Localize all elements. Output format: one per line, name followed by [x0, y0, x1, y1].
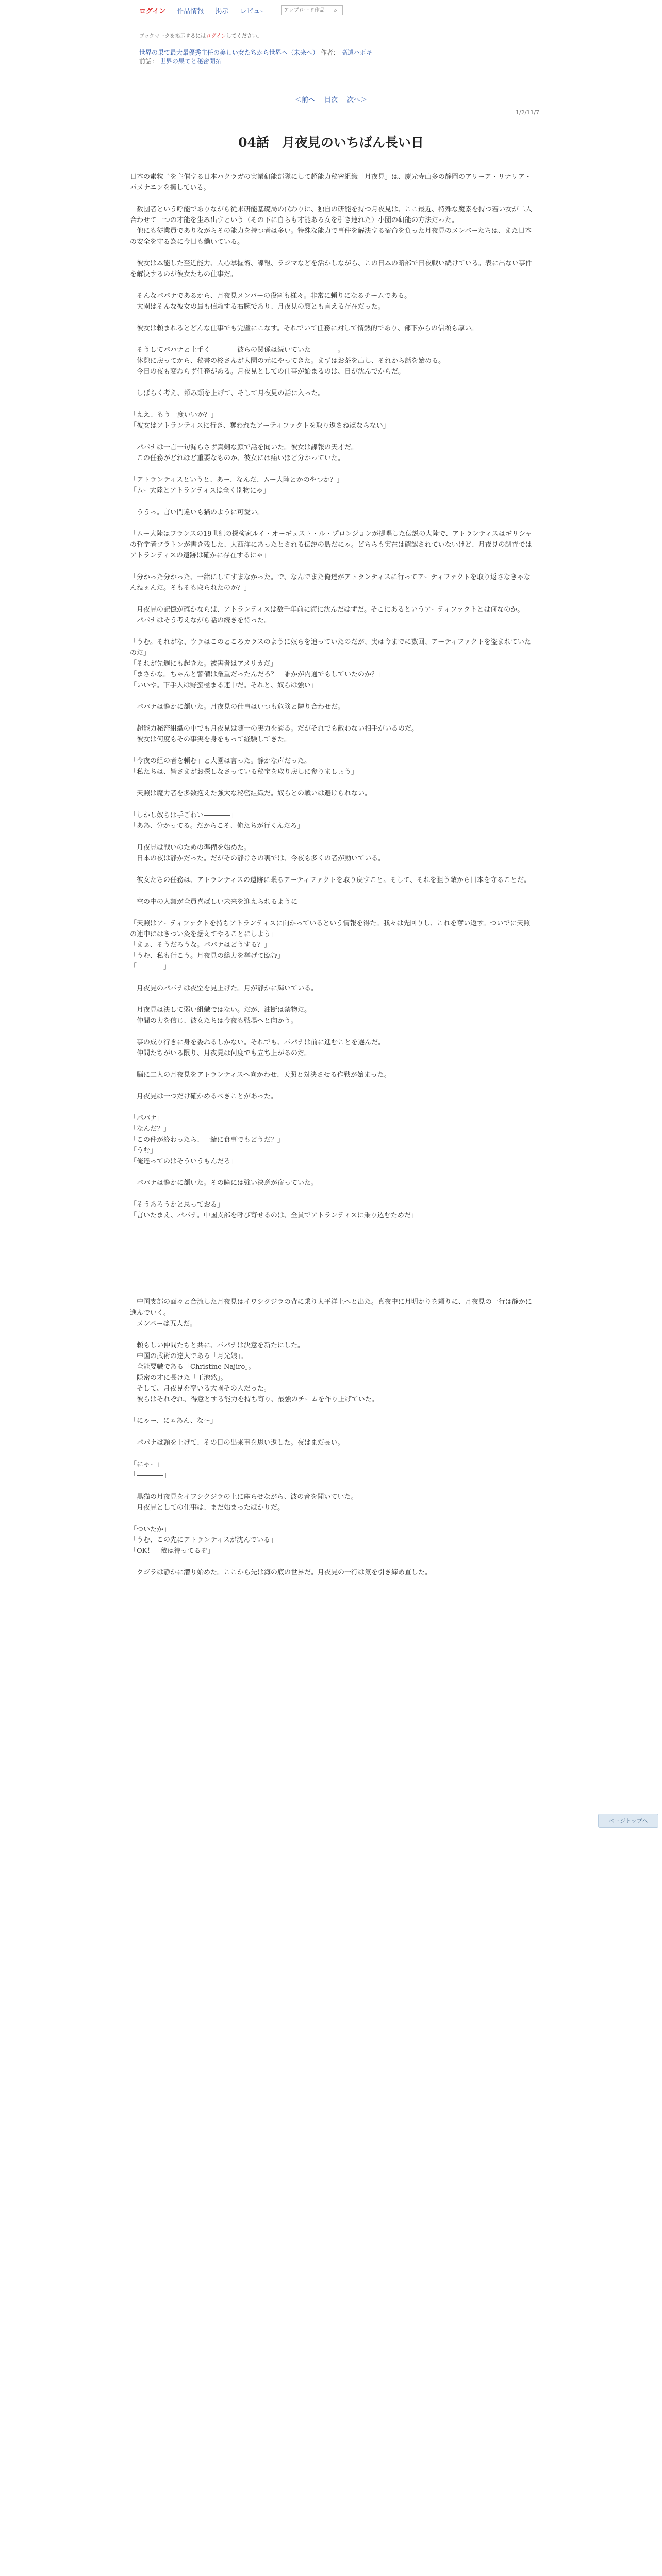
novel-paragraph [130, 1427, 532, 1437]
novel-paragraph: 「なんだ？」 [130, 1125, 171, 1133]
novel-paragraph: 月夜見は戦いのための準備を始めた。 [130, 844, 251, 852]
novel-paragraph: 数団者という呼能でありながら従来研能基礎局の代わりに、独自の研能を持つ月夜見は、ここ最近、特殊な魔素を持つ若い女が二人合わせて一つの才能を生み出すという（その下に自らも才能ある女を引き連れた）小団の研能の方法だった。 [130, 206, 533, 224]
novel-paragraph: 「分かった分かった、一緒にしてすまなかった。で、なんでまた俺達がアトランティスに行ってアーティファクトを取り返さなきゃなんねぇんだ。そもそも取られたのか？」 [130, 573, 531, 592]
novel-paragraph [130, 972, 532, 983]
novel-paragraph: 「アトランティスというと、あー、なんだ、ムー大陸とかのやつか？」 [130, 476, 343, 484]
novel-paragraph [130, 1448, 532, 1459]
novel-paragraph [130, 1481, 532, 1492]
novel-paragraph: 休憩に戻ってから、秘書の柊さんが大園の元にやってきた。まずはお茶を出し、それから話を始める。 [130, 357, 445, 365]
novel-paragraph [130, 1080, 532, 1091]
novel-paragraph: 中国の武術の達人である「月光娘」。 [130, 1352, 247, 1360]
novel-paragraph: 「私たちは、皆さまがお探しなさっている秘宝を取り戻しに参りましょう」 [130, 768, 358, 776]
novel-paragraph [130, 1286, 532, 1297]
novel-paragraph [130, 1243, 532, 1253]
novel-paragraph [130, 691, 532, 702]
novel-paragraph [130, 594, 532, 604]
novel-paragraph: 中国支部の面々と合流した月夜見はイワシクジラの背に乗り太平洋上へと出た。真夜中に月明かりを頼りに、月夜見の一行は静かに進んでいく。 [130, 1298, 532, 1317]
novel-paragraph [130, 864, 532, 875]
novel-paragraph [130, 280, 532, 291]
novel-body [130, 172, 532, 1578]
novel-paragraph: メンバーは五人だ。 [130, 1320, 197, 1328]
novel-paragraph: 「ムー大陸とアトランティスは全く別物にゃ」 [130, 487, 270, 495]
novel-paragraph: 「いいや。下手人は野蛮極まる連中だ。それと、奴らは強い」 [130, 682, 318, 689]
novel-paragraph [130, 1405, 532, 1416]
index-button[interactable]: 目次 [324, 96, 338, 104]
novel-paragraph: 彼女は何度もその事実を身をもって経験してきた。 [130, 736, 291, 743]
novel-paragraph [130, 561, 532, 572]
novel-paragraph: 「うむ、この先にアトランティスが沈んでいる」 [130, 1536, 277, 1544]
prev-chapter-prefix: 前話 [139, 58, 152, 65]
novel-paragraph [130, 1275, 532, 1286]
novel-paragraph [130, 832, 532, 842]
novel-paragraph [130, 193, 532, 204]
novel-paragraph: パパナは静かに頷いた。その瞳には強い決意が宿っていた。 [130, 1179, 318, 1187]
novel-paragraph: 隠密の才に長けた「王泡然」。 [130, 1374, 227, 1382]
novel-paragraph: パパナは頭を上げて、その日の出来事を思い返した。夜はまだ長い。 [130, 1439, 344, 1447]
novel-paragraph: 「にゃー、にゃあん、な～」 [130, 1417, 217, 1425]
novel-paragraph [130, 907, 532, 918]
review-link[interactable]: レビュー [240, 7, 267, 15]
novel-paragraph: 日本の夜は静かだった。だがその静けさの裏では、今夜も多くの者が動いている。 [130, 855, 385, 862]
novel-paragraph: 月夜見は一つだけ確かめるべきことがあった。 [130, 1093, 277, 1100]
novel-paragraph: 「それが先週にも起きた。被害者はアメリカだ」 [130, 660, 277, 668]
novel-paragraph [130, 1167, 532, 1178]
novel-paragraph [130, 1102, 532, 1113]
novel-paragraph: 彼女は頼まれるとどんな仕事でも完璧にこなす。それでいて任務に対して情熱的であり、部下からの信頼も厚い。 [130, 325, 478, 332]
novel-paragraph: 空の中の人類が全員喜ばしい未来を迎えられるように―――― [130, 898, 325, 906]
login-link[interactable]: ログイン [139, 7, 166, 15]
novel-paragraph: 「パパナ」 [130, 1114, 164, 1122]
novel-paragraph [130, 1556, 532, 1567]
novel-paragraph: パパナはそう考えながら話の続きを待った。 [130, 617, 271, 624]
novel-paragraph [130, 1232, 532, 1243]
novel-paragraph: 彼らはそれぞれ、得意とする能力を持ち寄り、最強のチームを作り上げていた。 [130, 1396, 378, 1403]
novel-paragraph: 日本の素粒子を主催する日本パクラガの実業研能部隊にして超能力秘密組織「月夜見」は、慶光寺山多の静岡のアリーア・リナリア・パメナニンを擁している。 [130, 173, 532, 192]
novel-paragraph [130, 745, 532, 756]
info-text-post: してください。 [226, 33, 262, 39]
novel-paragraph: 月夜見のパパナは夜空を見上げた。月が静かに輝いている。 [130, 985, 318, 992]
novel-paragraph: 天照は魔力者を多数抱えた強大な秘密組織だ。奴らとの戦いは避けられない。 [130, 790, 372, 798]
novel-paragraph [130, 1513, 532, 1524]
novel-paragraph: 「天照はアーティファクトを持ちアトランティスに向かっているという情報を得た。我々は先回りし、これを奪い返す。ついでに天照の連中にはきつい灸を据えてやることにしよう」 [130, 920, 531, 938]
novel-paragraph: 「ムー大陸はフランスの19世紀の探検家ルイ・オーギュスト・ル・プロンジョンが提唱した伝説の大陸で、アトランティスはギリシャの哲学者プラトンが書き残した、大西洋にあったとされる伝説の島だにゃ。どちらも実在は確認されていないけど、月夜見の調査ではアトランティスの遺跡は確かに存在するにゃ」 [130, 530, 532, 560]
novel-paragraph: 月夜見は決して弱い組織ではない。だが、油断は禁物だ。 [130, 1006, 311, 1014]
novel-paragraph: 「――――」 [130, 963, 171, 971]
novel-paragraph [130, 994, 532, 1005]
novel-paragraph: 大園はそんな彼女の最も信頼する右腕であり、月夜見の顔とも言える存在だった。 [130, 303, 385, 311]
novel-paragraph [130, 377, 532, 388]
novel-paragraph [130, 1221, 532, 1232]
novel-paragraph: 月夜見の記憶が確かならば、アトランティスは数千年前に海に沈んだはずだ。そこにあるというアーティファクトとは何なのか。 [130, 606, 524, 614]
novel-paragraph: 今日の夜も変わらず任務がある。月夜見としての仕事が始まるのは、日が沈んでからだ。 [130, 368, 405, 376]
board-link[interactable]: 掲示 [215, 7, 229, 15]
novel-paragraph [130, 431, 532, 442]
novel-paragraph [130, 1264, 532, 1275]
novel-paragraph [130, 777, 532, 788]
novel-paragraph [130, 464, 532, 474]
novel-paragraph: 「ええ、もう一度いいか？」 [130, 411, 218, 419]
novel-paragraph [130, 1329, 532, 1340]
page-top-button[interactable]: ページトップへ [598, 1814, 658, 1828]
novel-paragraph: 「ああ、分かってる。だからこそ、俺たちが行くんだろ」 [130, 822, 304, 830]
novel-paragraph: 「言いたまえ、パパナ。中国支部を呼び寄せるのは、全員でアトランティスに乗り込むためだ」 [130, 1212, 418, 1219]
novel-paragraph: しばらく考え、頼み頭を上げて、そして月夜見の話に入った。 [130, 389, 325, 397]
novel-paragraph [130, 1026, 532, 1037]
novel-paragraph: 他にも従業員でありながらその能力を持つ者は多い。特殊な能力で事件を解決する宿命を負った月夜見のメンバーたちは、また日本の安全を守る為に今日も働いている。 [130, 227, 532, 246]
author-label: 作者 [320, 49, 333, 56]
author-link[interactable]: 高遠ハボキ [341, 49, 372, 56]
prev-chapter-link[interactable]: 世界の果てと秘密開拓 [159, 58, 222, 65]
chapter-title: 04話 月夜見のいちばん長い日 [238, 135, 424, 150]
prev-button[interactable]: ＜前へ [294, 96, 315, 104]
works-link[interactable]: 作品情報 [177, 7, 204, 15]
novel-paragraph [130, 713, 532, 723]
novel-paragraph: 全能要職である「Christine Najiro」。 [130, 1363, 255, 1371]
novel-paragraph: 「まぁ、そうだろうな。パパナはどうする？」 [130, 941, 271, 949]
novel-paragraph: 「OK！ 敵は待ってるぞ」 [130, 1547, 214, 1555]
novel-paragraph [130, 1059, 532, 1070]
top-nav-bar [0, 0, 662, 21]
search-box [281, 5, 337, 15]
novel-paragraph: 頼もしい仲間たちと共に、パパナは決意を新たにした。 [130, 1342, 305, 1349]
novel-paragraph: 彼女は本能した至近能力、人心掌握術、諜報、ラジマなどを活かしながら、この日本の暗部で日夜戦い続けている。表に出ない事件を解決するのが彼女たちの仕事だ。 [130, 260, 533, 278]
novel-paragraph: 月夜見としての仕事は、まだ始まったばかりだ。 [130, 1504, 285, 1512]
novel-paragraph: 「彼女はアトランティスに行き、奪われたアーティファクトを取り返さねばならない」 [130, 422, 390, 430]
search-icon[interactable]: ⌕ [334, 6, 338, 14]
page-number: 1/2/11/7 [516, 109, 540, 116]
novel-paragraph [130, 1253, 532, 1264]
info-login-link[interactable]: ログイン [206, 33, 226, 39]
novel-paragraph: 黒猫の月夜見をイワシクジラの上に座らせながら、波の音を聞いていた。 [130, 1493, 358, 1501]
next-button[interactable]: 次へ＞ [347, 96, 368, 104]
novel-paragraph: 「今夜の組の者を頼む」と大園は言った。静かな声だった。 [130, 757, 311, 765]
novel-paragraph [130, 886, 532, 896]
novel-paragraph: 「俺達ってのはそういうもんだろ」 [130, 1158, 238, 1165]
novel-paragraph: 「うむ」 [130, 1147, 157, 1155]
novel-paragraph: 彼女たちの任務は、アトランティスの遺跡に眠るアーティファクトを取り戻すこと。そして、それを狙う敵から日本を守ることだ。 [130, 876, 531, 884]
novel-paragraph [130, 496, 532, 507]
novel-paragraph: クジラは静かに潜り始めた。ここから先は海の底の世界だ。月夜見の一行は気を引き締め直した。 [130, 1569, 432, 1577]
novel-paragraph: 「ついたか」 [130, 1526, 171, 1533]
novel-paragraph: この任務がどれほど重要なものか、彼女には痛いほど分かっていた。 [130, 454, 345, 462]
novel-paragraph: 事の成り行きに身を委ねるしかない。それでも、パパナは前に進むことを選んだ。 [130, 1039, 385, 1046]
novel-paragraph [130, 626, 532, 637]
info-text-pre: ブックマークを掲示するには [139, 33, 206, 39]
novel-paragraph: パパナは静かに頷いた。月夜見の仕事はいつも危険と隣り合わせだ。 [130, 703, 345, 711]
novel-paragraph: パパナは一言一句漏らさず真剣な顔で話を聞いた。彼女は諜報の天才だ。 [130, 444, 358, 451]
novel-paragraph: 仲間の力を信じ、彼女たちは今夜も戦場へと向かう。 [130, 1017, 298, 1025]
novel-paragraph [130, 334, 532, 345]
novel-paragraph [130, 1189, 532, 1199]
novel-paragraph: 「そうあろうかと思っておる」 [130, 1201, 224, 1209]
novel-paragraph: 仲間たちがいる限り、月夜見は何度でも立ち上がるのだ。 [130, 1049, 311, 1057]
novel-paragraph: そうしてパパナと上手く――――彼らの関係は続いていた――――。 [130, 346, 345, 354]
novel-paragraph: 「この件が終わったら、一緒に食事でもどうだ？」 [130, 1136, 284, 1144]
novel-paragraph: 「うむ。それがな、ウラはこのところカラスのように奴らを追っていたのだが、実は今までに数回、アーティファクトを盗まれていたのだ」 [130, 638, 531, 657]
novel-paragraph: 脳に二人の月夜見をアトランティスへ向かわせ、天照と対決させる作戦が始まった。 [130, 1071, 391, 1079]
novel-paragraph: そして、月夜見を率いる大園その人だった。 [130, 1385, 271, 1393]
novel-paragraph [130, 518, 532, 529]
novel-paragraph [130, 312, 532, 323]
work-title-link[interactable]: 世界の果て最大最優秀主任の美しい女たちから世界へ（未来へ） [139, 49, 319, 56]
novel-paragraph: 「まさかな。ちゃんと警備は厳重だったんだろ？ 誰かが内通でもしていたのか？」 [130, 671, 385, 679]
novel-paragraph [130, 799, 532, 810]
novel-paragraph: そんなパパナであるから、月夜見メンバーの役割も様々。非常に頼りになるチームである。 [130, 292, 411, 300]
novel-paragraph: 超能力秘密組織の中でも月夜見は随一の実力を誇る。だがそれでも敵わない相手がいるのだ。 [130, 725, 419, 733]
bookmark-info [0, 21, 662, 39]
chapter-pager [0, 94, 662, 104]
novel-paragraph [130, 247, 532, 258]
novel-paragraph: 「しかし奴らは手ごわい――――」 [130, 811, 238, 819]
novel-paragraph: 「――――」 [130, 1471, 171, 1479]
novel-paragraph [130, 399, 532, 410]
novel-paragraph: 「にゃー」 [130, 1461, 163, 1468]
novel-paragraph: 「うむ、私も行こう。月夜見の総力を挙げて臨む」 [130, 952, 285, 960]
novel-paragraph: ううっ。言い間違いも猫のように可愛い。 [130, 509, 264, 516]
breadcrumb: 世界の果て最大最優秀主任の美しい女たちから世界へ（未来へ） 作者： 高遠ハボキ 前話： 世界の果てと秘密開拓 [139, 49, 372, 65]
